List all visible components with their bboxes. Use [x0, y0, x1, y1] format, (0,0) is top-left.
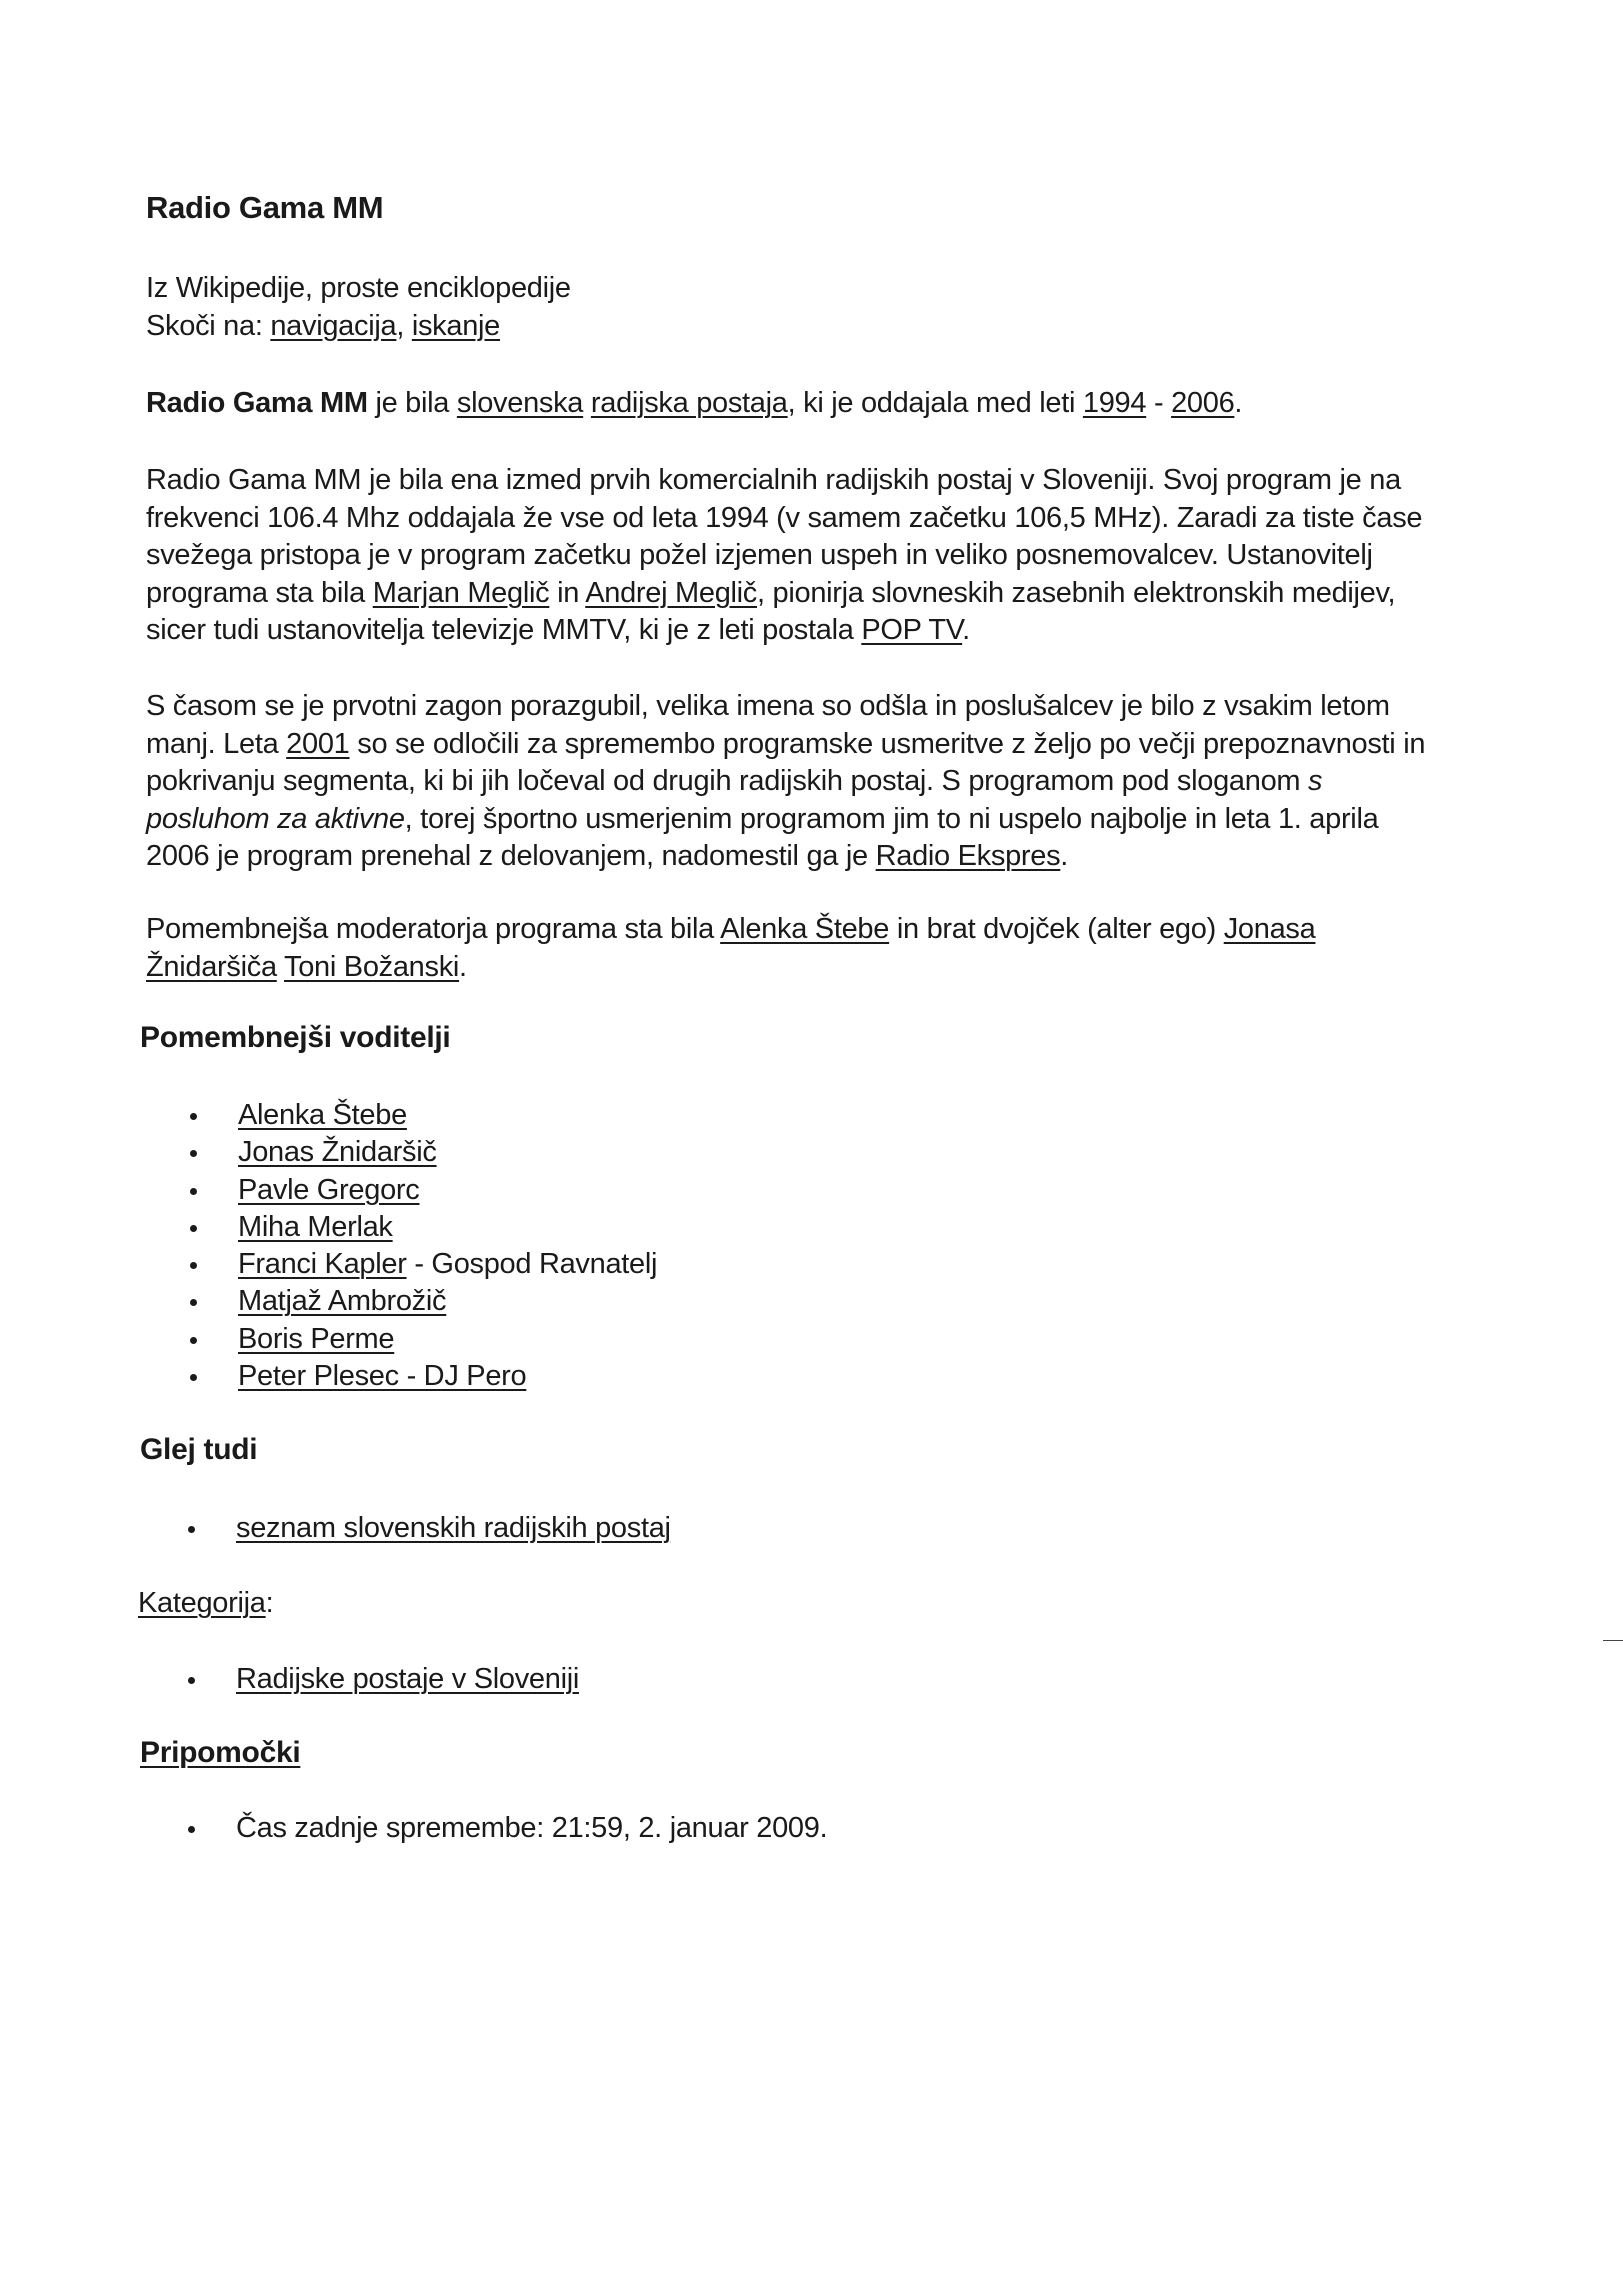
bullet-dot	[190, 1113, 197, 1120]
bullet-dot	[188, 1526, 195, 1533]
source-note: Iz Wikipedije, proste enciklopedije	[146, 272, 571, 304]
link-host[interactable]: Peter Plesec - DJ Pero	[238, 1360, 527, 1393]
list-item	[190, 1321, 657, 1358]
link-2006[interactable]: 2006	[1171, 387, 1235, 419]
bullet-dot	[190, 1225, 197, 1232]
intro-paragraph	[146, 385, 1426, 423]
link-navigacija[interactable]: navigacija	[270, 309, 397, 342]
intro-text: .	[1234, 387, 1243, 419]
link-host[interactable]: Alenka Štebe	[238, 1099, 407, 1131]
link-2001[interactable]: 2001	[286, 727, 350, 760]
link-host[interactable]: Jonas Žnidaršič	[238, 1136, 437, 1169]
jump-separator: ,	[396, 309, 412, 342]
paragraph-text: .	[962, 614, 970, 646]
tools-heading	[140, 1736, 300, 1770]
paragraph-text: .	[459, 950, 467, 983]
last-modified-text: Čas zadnje spremembe: 21:59, 2. januar 2009.	[236, 1812, 828, 1844]
page-title: Radio Gama MM	[146, 190, 384, 225]
intro-text: -	[1146, 387, 1172, 419]
paragraph-text: Radio Gama MM je bila ena izmed prvih komercialnih radijskih postaj v Sloveniji. Svoj program je na frekvenci 106.4 Mhz oddajala že vse od leta 1994 (v samem začetku 106,5 MHz). Zaradi za tiste čase svežega pristopa je v program začetku požel izjemen uspeh in veliko posnemovalcev. Ustanovitelj programa sta bila	[146, 464, 1423, 609]
paragraph-text: .	[1060, 840, 1069, 872]
paragraph-text: in brat dvojček (alter ego)	[889, 913, 1224, 945]
host-suffix: - Gospod Ravnatelj	[406, 1248, 658, 1281]
link-marjan-meglic[interactable]: Marjan Meglič	[372, 576, 550, 609]
link-host[interactable]: Boris Perme	[238, 1322, 395, 1355]
slogan: s posluhom za aktivne	[146, 765, 1323, 835]
bullet-dot	[190, 1337, 197, 1344]
link-iskanje[interactable]: iskanje	[411, 309, 501, 342]
list-item	[190, 1283, 657, 1320]
tools-heading-link[interactable]: Pripomočki	[140, 1736, 301, 1769]
moderators-paragraph	[146, 911, 1426, 986]
list-item	[190, 1246, 657, 1283]
list-item	[190, 1209, 657, 1246]
list-item	[190, 1134, 657, 1171]
intro-text: je bila	[367, 387, 457, 419]
bullet-dot	[190, 1188, 197, 1195]
paragraph-text: so se odločili za spremembo programske usmeritve z željo po večji prepoznavnosti in pokrivanju segmenta, ki bi jih ločeval od drugih radijskih postaj. S programom pod sloganom	[146, 727, 1426, 797]
category-colon: :	[265, 1587, 274, 1619]
bullet-dot	[190, 1299, 197, 1306]
link-1994[interactable]: 1994	[1082, 387, 1147, 419]
link-radijska-postaja[interactable]: radijska postaja	[590, 387, 788, 419]
link-pop-tv[interactable]: POP TV	[861, 614, 963, 646]
jump-prefix: Skoči na:	[146, 309, 271, 342]
tools-list	[188, 1810, 827, 1847]
scan-edge-mark	[1603, 1640, 1623, 1641]
intro-article-name: Radio Gama MM	[146, 387, 368, 419]
see-also-list	[188, 1510, 671, 1547]
paragraph-text: S časom se je prvotni zagon porazgubil, velika imena so odšla in poslušalcev je bilo z vsakim letom manj. Leta	[146, 690, 1390, 760]
jump-to-line	[146, 308, 1426, 346]
link-toni-bozanski[interactable]: Toni Božanski	[284, 950, 460, 983]
link-alenka-stebe[interactable]: Alenka Štebe	[720, 913, 890, 945]
link-radio-ekspres[interactable]: Radio Ekspres	[875, 840, 1061, 872]
list-item	[188, 1810, 827, 1847]
link-jonasa-znidarsica[interactable]: Jonasa Žnidaršiča	[146, 913, 1316, 983]
paragraph-text: in	[549, 576, 586, 609]
bullet-dot	[190, 1374, 197, 1381]
hosts-list	[190, 1097, 657, 1395]
link-host[interactable]: Franci Kapler	[238, 1248, 407, 1281]
paragraph-text: , pionirja slovneskih zasebnih elektronskih medijev, sicer tudi ustanovitelja televizje MMTV, ki je z leti postala	[146, 576, 1396, 646]
subtitle-block	[146, 270, 1426, 345]
list-item	[190, 1097, 657, 1134]
history-paragraph	[146, 462, 1426, 650]
list-item	[188, 1661, 579, 1698]
hosts-heading: Pomembnejši voditelji	[140, 1021, 451, 1054]
decline-paragraph	[146, 688, 1426, 876]
link-kategorija[interactable]: Kategorija	[138, 1587, 266, 1619]
bullet-dot	[190, 1150, 197, 1157]
link-host[interactable]: Pavle Gregorc	[238, 1173, 420, 1206]
link-host[interactable]: Matjaž Ambrožič	[238, 1285, 447, 1318]
list-item	[188, 1510, 671, 1547]
link-see-also[interactable]: seznam slovenskih radijskih postaj	[236, 1512, 671, 1544]
list-item	[190, 1358, 657, 1395]
category-list	[188, 1661, 579, 1698]
link-category[interactable]: Radijske postaje v Sloveniji	[236, 1663, 579, 1695]
intro-text	[583, 387, 591, 419]
bullet-dot	[188, 1826, 195, 1833]
paragraph-text: , torej športno usmerjenim programom jim to ni uspelo najbolje in leta 1. aprila 2006 je program prenehal z delovanjem, nadomestil ga je	[146, 802, 1379, 872]
bullet-dot	[190, 1262, 197, 1269]
paragraph-text	[277, 951, 284, 983]
list-item	[190, 1172, 657, 1209]
bullet-dot	[188, 1677, 195, 1684]
intro-text: , ki je oddajala med leti	[787, 387, 1083, 419]
link-andrej-meglic[interactable]: Andrej Meglič	[585, 576, 758, 609]
see-also-heading: Glej tudi	[140, 1433, 258, 1466]
paragraph-text: Pomembnejša moderatorja programa sta bila	[146, 913, 721, 945]
link-host[interactable]: Miha Merlak	[238, 1210, 393, 1243]
link-slovenska[interactable]: slovenska	[456, 387, 584, 419]
category-label	[138, 1585, 1418, 1623]
